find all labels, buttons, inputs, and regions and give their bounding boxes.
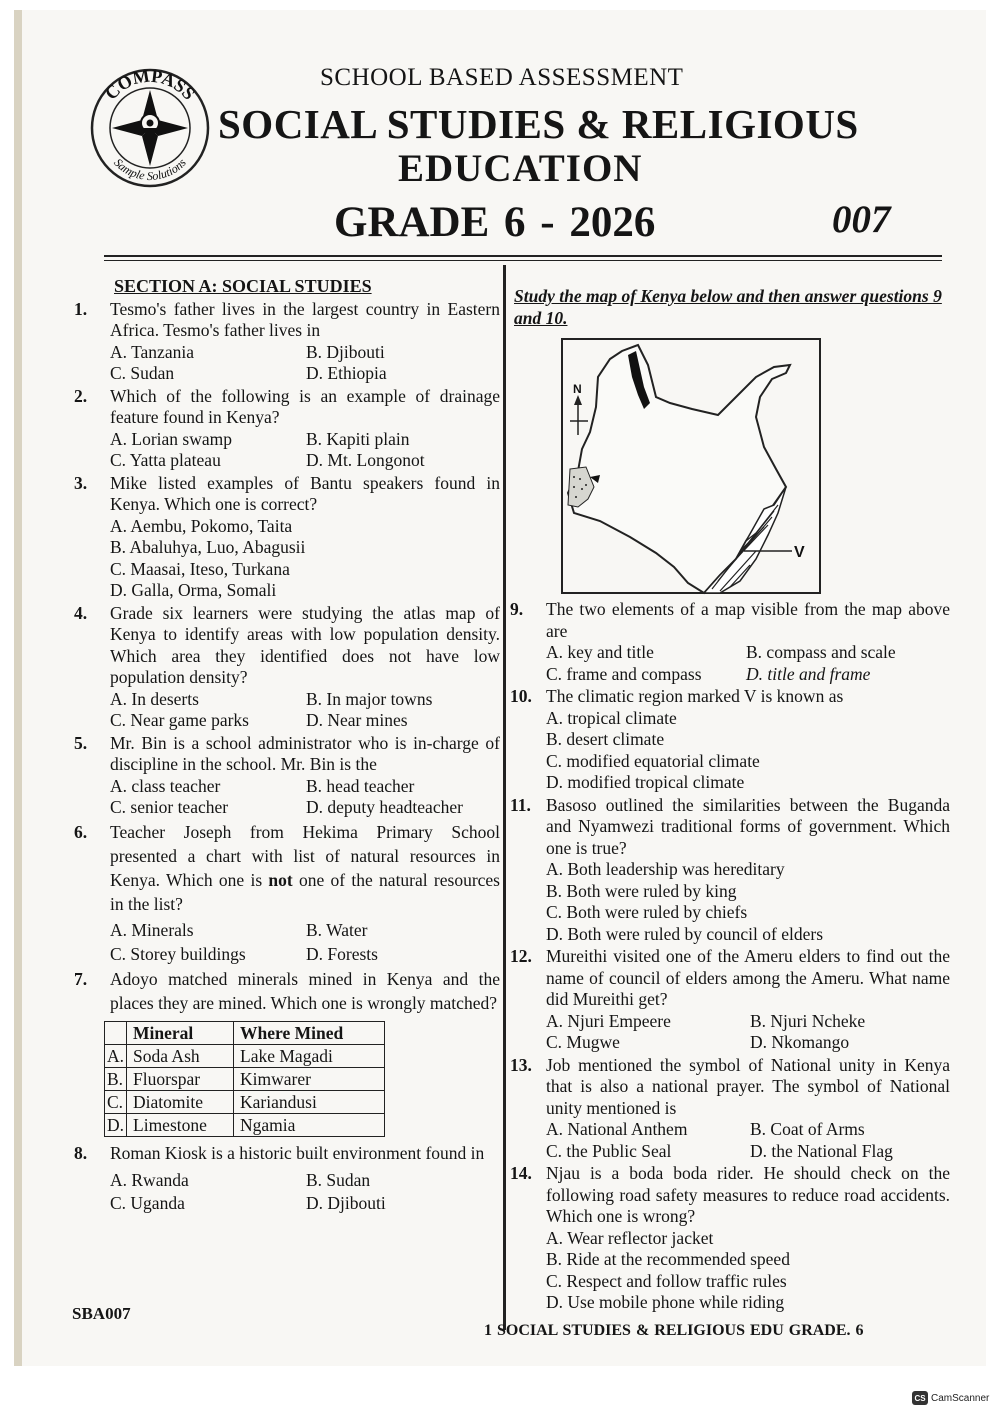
- option-a: A. Njuri Empeere: [546, 1010, 671, 1031]
- option-c: C. modified equatorial climate: [546, 750, 760, 771]
- assessment-type: SCHOOL BASED ASSESSMENT: [320, 64, 684, 91]
- question-text-emphasis: not: [268, 869, 293, 890]
- question-number: 10.: [510, 686, 532, 706]
- option-a: A. Rwanda: [110, 1169, 189, 1190]
- option-b: B. Coat of Arms: [750, 1119, 865, 1139]
- option-d: D. deputy headteacher: [306, 797, 463, 817]
- option-c: C. Both were ruled by chiefs: [546, 902, 748, 922]
- option-b: B. compass and scale: [746, 642, 896, 662]
- question-1: [74, 299, 500, 385]
- question-8: [74, 1142, 500, 1215]
- place-cell: Kariandusi: [234, 1090, 385, 1113]
- option-b: B. Kapiti plain: [306, 428, 410, 449]
- option-d: D. Both were ruled by council of elders: [546, 923, 824, 944]
- option-d: D. Nkomango: [750, 1032, 850, 1052]
- mineral-cell: Fluorspar: [127, 1067, 234, 1090]
- compass-logo: [88, 66, 212, 190]
- question-text: Job mentioned the symbol of National unity in Kenya that is also a national prayer. The symbol of National unity mentioned is: [546, 1054, 950, 1118]
- option-b: B. Ride at the recommended speed: [546, 1249, 790, 1269]
- option-a: A. Tanzania: [110, 341, 194, 362]
- row-letter: A.: [105, 1044, 127, 1067]
- row-letter: C.: [105, 1090, 127, 1113]
- question-number: 7.: [74, 968, 88, 989]
- question-text-part: Teacher Joseph from Hekima Primary School presented a chart with list of natural resources in Kenya. Which one is: [110, 821, 500, 890]
- column-header: Where Mined: [234, 1021, 385, 1044]
- option-b: B. desert climate: [546, 729, 665, 749]
- option-d: D. Galla, Orma, Somali: [110, 580, 277, 600]
- question-text: Grade six learners were studying the atlas map of Kenya to identify areas with low population density. Which area they identified does not have low population density?: [110, 602, 500, 687]
- place-cell: Kimwarer: [234, 1067, 385, 1090]
- header-rule-thin: [104, 260, 942, 261]
- option-a: A. Aembu, Pokomo, Taita: [110, 515, 293, 536]
- question-number: 1.: [74, 298, 88, 319]
- option-d: D. Ethiopia: [306, 363, 387, 383]
- option-c: C. senior teacher: [110, 797, 229, 817]
- region-label: V: [794, 544, 805, 561]
- option-b: B. Abaluhya, Luo, Abagusii: [110, 537, 306, 557]
- option-b: B. Sudan: [306, 1169, 371, 1190]
- table-row: [105, 1113, 385, 1136]
- option-d: D. title and frame: [746, 663, 871, 684]
- camscanner-logo-icon: CS: [912, 1391, 928, 1405]
- place-cell: Ngamia: [234, 1113, 385, 1136]
- option-b: B. Both were ruled by king: [546, 880, 737, 901]
- question-number: 3.: [74, 472, 88, 493]
- question-number: 14.: [510, 1163, 532, 1183]
- option-a: A. key and title: [546, 642, 654, 662]
- option-a: A. National Anthem: [546, 1119, 688, 1139]
- question-text: Which of the following is an example of drainage feature found in Kenya?: [110, 385, 500, 427]
- option-b: B. Water: [306, 919, 368, 940]
- row-letter: B.: [105, 1067, 127, 1090]
- option-a: A. In deserts: [110, 688, 199, 709]
- option-b: B. Njuri Ncheke: [750, 1010, 866, 1031]
- option-c: C. Near game parks: [110, 710, 249, 730]
- question-number: 11.: [510, 794, 531, 815]
- question-text: Mike listed examples of Bantu speakers found in Kenya. Which one is correct?: [110, 472, 500, 514]
- question-7: [74, 967, 500, 1141]
- document-code: SBA007: [72, 1304, 131, 1323]
- question-number: 4.: [74, 602, 88, 623]
- kenya-map: [560, 337, 822, 595]
- question-text: Adoyo matched minerals mined in Kenya and the places they are mined. Which one is wrongly matched?: [110, 968, 500, 1013]
- north-arrow-icon: [570, 395, 588, 435]
- option-a: A. Minerals: [110, 919, 194, 940]
- option-c: C. frame and compass: [546, 663, 702, 684]
- paper-code: 007: [832, 198, 891, 241]
- option-b: B. head teacher: [306, 775, 415, 796]
- question-10: [510, 686, 950, 794]
- scanner-watermark: [912, 1391, 989, 1405]
- table-header-row: [105, 1021, 385, 1044]
- scanner-name: CamScanner: [931, 1392, 990, 1404]
- question-13: [510, 1055, 950, 1163]
- page-edge-shadow: [14, 10, 22, 1366]
- option-c: C. Storey buildings: [110, 943, 246, 964]
- question-text: Basoso outlined the similarities between the Buganda and Nyamwezi traditional forms of government. Which one is true?: [546, 794, 950, 858]
- option-c: C. Mugwe: [546, 1032, 620, 1052]
- header-rule: [104, 255, 942, 257]
- option-c: C. Maasai, Iteso, Turkana: [110, 558, 290, 579]
- question-6: [74, 820, 500, 966]
- option-c: C. Sudan: [110, 363, 175, 383]
- option-b: B. In major towns: [306, 688, 433, 709]
- question-text: Mureithi visited one of the Ameru elders to find out the name of council of elders among the Ameru. What name did Mureithi get?: [546, 946, 950, 1009]
- option-b: B. Djibouti: [306, 341, 385, 362]
- right-column: [510, 286, 950, 1314]
- question-3: [74, 473, 500, 602]
- mineral-cell: Diatomite: [127, 1090, 234, 1113]
- option-a: A. Wear reflector jacket: [546, 1227, 714, 1248]
- question-text: The two elements of a map visible from the map above are: [546, 599, 950, 641]
- column-divider: [503, 265, 506, 1330]
- table-row: [105, 1044, 385, 1067]
- option-c: C. Uganda: [110, 1192, 185, 1213]
- map-instruction: Study the map of Kenya below and then answer questions 9 and 10.: [514, 286, 942, 328]
- option-d: D. Mt. Longonot: [306, 450, 425, 470]
- question-text: Mr. Bin is a school administrator who is in-charge of discipline in the school. Mr. Bin is the: [110, 732, 500, 774]
- question-text: Njau is a boda boda rider. He should check on the following road safety measures to reduce road accidents. Which one is wrong?: [546, 1163, 950, 1226]
- question-number: 9.: [510, 599, 524, 619]
- table-row: [105, 1067, 385, 1090]
- row-letter: D.: [105, 1113, 127, 1136]
- option-d: D. Djibouti: [306, 1192, 386, 1213]
- mineral-cell: Soda Ash: [127, 1044, 234, 1067]
- question-5: [74, 733, 500, 819]
- table-row: [105, 1090, 385, 1113]
- option-a: A. class teacher: [110, 775, 221, 796]
- option-a: A. Both leadership was hereditary: [546, 859, 785, 879]
- question-text-part: one of the natural resources in the list?: [110, 869, 500, 914]
- subject-title-line1: SOCIAL STUDIES & RELIGIOUS: [218, 101, 859, 147]
- question-number: 12.: [510, 946, 532, 966]
- option-d: D. Forests: [306, 943, 378, 964]
- option-c: C. Respect and follow traffic rules: [546, 1270, 787, 1291]
- question-9: [510, 599, 950, 685]
- option-a: A. tropical climate: [546, 707, 677, 728]
- compass-rose-icon: [112, 90, 188, 166]
- question-14: [510, 1163, 950, 1314]
- option-c: C. the Public Seal: [546, 1140, 672, 1161]
- option-d: D. Near mines: [306, 710, 408, 730]
- question-number: 8.: [74, 1142, 88, 1163]
- north-label: N: [573, 382, 582, 396]
- option-d: D. Use mobile phone while riding: [546, 1292, 785, 1312]
- logo-text: COMPASS: [100, 66, 200, 104]
- section-title: SECTION A: SOCIAL STUDIES: [114, 276, 372, 296]
- logo-tagline: Sample Solutions: [111, 155, 189, 184]
- option-d: D. modified tropical climate: [546, 772, 745, 792]
- question-text: The climatic region marked V is known as: [546, 686, 844, 706]
- question-text: Tesmo's father lives in the largest country in Eastern Africa. Tesmo's father lives in: [110, 298, 500, 340]
- question-4: [74, 603, 500, 732]
- question-text: [110, 820, 500, 916]
- question-text: Roman Kiosk is a historic built environment found in: [110, 1142, 485, 1163]
- subject-title-line2: EDUCATION: [398, 147, 643, 190]
- question-2: [74, 386, 500, 472]
- left-column: [74, 276, 500, 1215]
- place-cell: Lake Magadi: [234, 1044, 385, 1067]
- question-12: [510, 946, 950, 1054]
- page-footer: 1 SOCIAL STUDIES & RELIGIOUS EDU GRADE. 6: [484, 1322, 864, 1339]
- mineral-table: [104, 1021, 385, 1137]
- option-d: D. the National Flag: [750, 1140, 893, 1161]
- column-header: Mineral: [127, 1021, 234, 1044]
- question-11: [510, 795, 950, 946]
- option-a: A. Lorian swamp: [110, 428, 232, 449]
- question-number: 6.: [74, 821, 88, 842]
- question-number: 13.: [510, 1054, 532, 1075]
- question-number: 5.: [74, 732, 88, 753]
- option-c: C. Yatta plateau: [110, 450, 221, 470]
- grade-year: GRADE 6 - 2026: [334, 199, 656, 246]
- question-number: 2.: [74, 385, 88, 406]
- mineral-cell: Limestone: [127, 1113, 234, 1136]
